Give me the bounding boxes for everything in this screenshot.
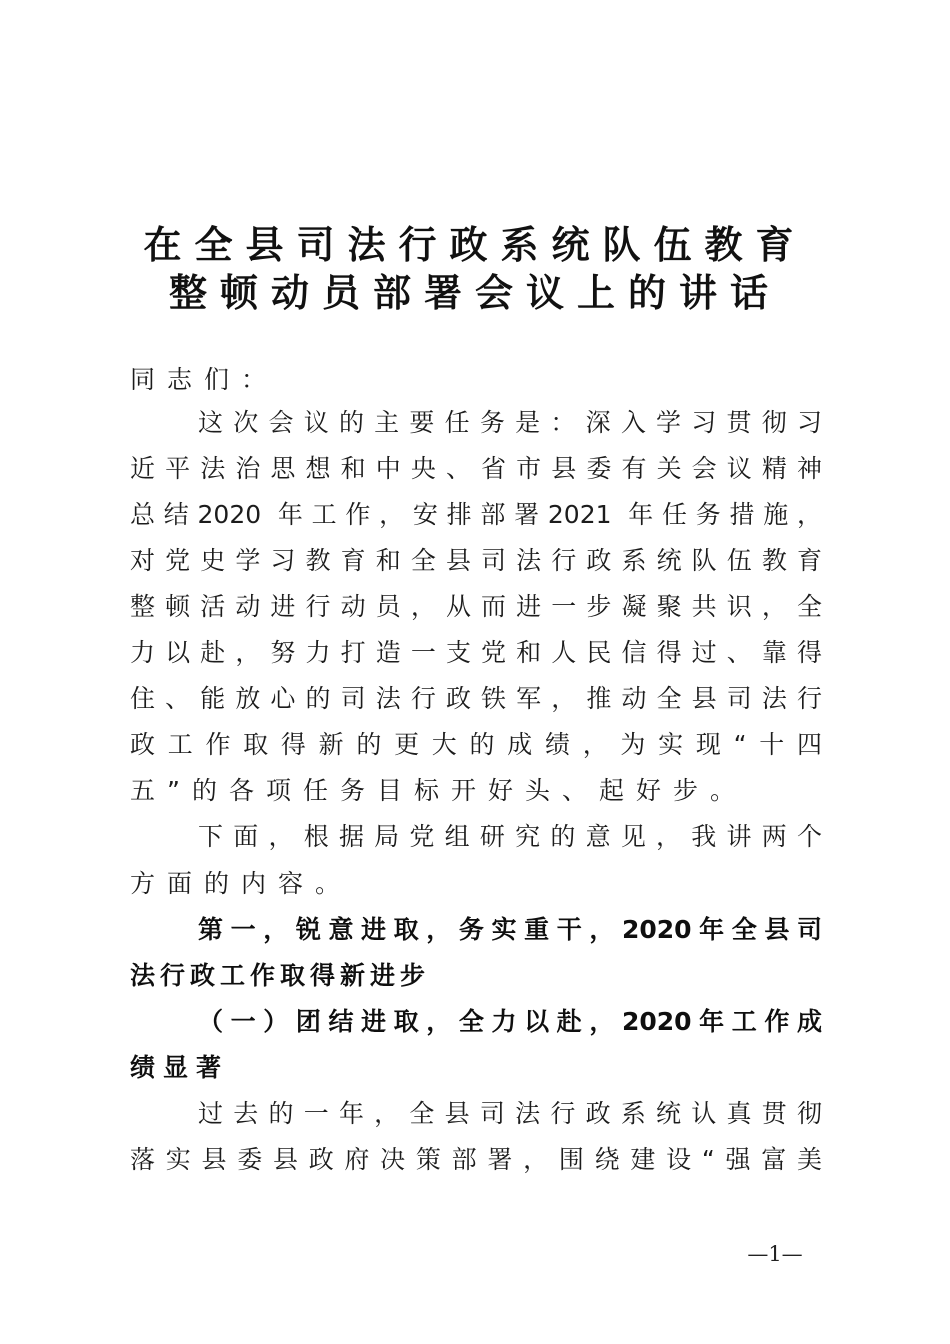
salutation: 同志们： — [130, 365, 279, 394]
paragraph-1-line: 这次会议的主要任务是：深入学习贯彻习 — [198, 408, 822, 437]
document-title-line-1: 在全县司法行政系统队伍教育 — [143, 223, 807, 267]
page-number: —1— — [747, 1242, 803, 1266]
paragraph-2-line: 方面的内容。 — [130, 869, 353, 898]
paragraph-1-line: 住、能放心的司法行政铁军，推动全县司法行 — [130, 684, 822, 713]
subsection-heading-1-line: （一）团结进取，全力以赴，2020年工作成 — [198, 1007, 822, 1036]
paragraph-1-line: 五”的各项任务目标开好头、起好步。 — [130, 776, 747, 805]
paragraph-1-line: 总结2020 年工作，安排部署2021 年任务措施， — [130, 500, 822, 529]
section-heading-1-line: 法行政工作取得新进步 — [130, 961, 431, 990]
subsection-heading-1-line: 绩显著 — [130, 1053, 230, 1082]
paragraph-1-line: 政工作取得新的更大的成绩，为实现“十四 — [130, 730, 822, 759]
paragraph-2-line: 下面，根据局党组研究的意见，我讲两个 — [198, 822, 822, 851]
section-heading-1-line: 第一，锐意进取，务实重干，2020年全县司 — [198, 915, 822, 944]
paragraph-1-line: 力以赴，努力打造一支党和人民信得过、靠得 — [130, 638, 822, 667]
paragraph-3-line: 落实县委县政府决策部署，围绕建设“强富美 — [130, 1145, 822, 1174]
paragraph-1-line: 近平法治思想和中央、省市县委有关会议精神 — [130, 454, 822, 483]
paragraph-1-line: 对党史学习教育和全县司法行政系统队伍教育 — [130, 546, 822, 575]
paragraph-3-line: 过去的一年，全县司法行政系统认真贯彻 — [198, 1099, 822, 1128]
paragraph-1-line: 整顿活动进行动员，从而进一步凝聚共识，全 — [130, 592, 822, 621]
document-title-line-2: 整顿动员部署会议上的讲话 — [168, 271, 781, 315]
